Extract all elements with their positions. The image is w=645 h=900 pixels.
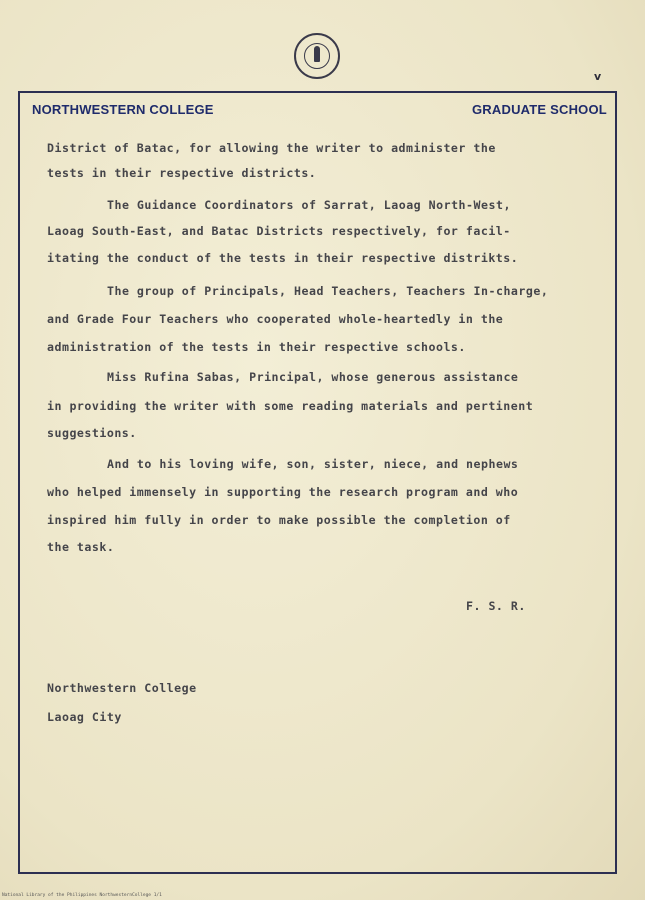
corner-mark: v — [594, 70, 602, 83]
body-line-2: tests in their respective districts. — [47, 166, 317, 180]
body-line-12: And to his loving wife, son, sister, niece, and nephews — [107, 457, 519, 471]
body-line-15: the task. — [47, 540, 115, 554]
closing-institution: Northwestern College — [47, 681, 197, 695]
body-line-7: and Grade Four Teachers who cooperated whole-heartedly in the — [47, 312, 504, 326]
signature-initials: F. S. R. — [466, 599, 526, 613]
body-line-8: administration of the tests in their respective schools. — [47, 340, 466, 354]
archive-footer-note: National Library of the Philippines NorthwesternCollege 1/1 — [2, 893, 162, 898]
closing-city: Laoag City — [47, 710, 122, 724]
college-seal — [294, 33, 340, 79]
body-line-4: Laoag South-East, and Batac Districts respectively, for facil- — [47, 224, 511, 238]
seal-torch-icon — [314, 46, 320, 62]
header-institution: NORTHWESTERN COLLEGE — [32, 102, 214, 117]
body-line-3: The Guidance Coordinators of Sarrat, Laoag North-West, — [107, 198, 511, 212]
body-line-14: inspired him fully in order to make possible the completion of — [47, 513, 511, 527]
body-line-11: suggestions. — [47, 426, 137, 440]
body-line-9: Miss Rufina Sabas, Principal, whose generous assistance — [107, 370, 519, 384]
header-school: GRADUATE SCHOOL — [472, 102, 607, 117]
body-line-1: District of Batac, for allowing the writer to administer the — [47, 141, 496, 155]
body-line-10: in providing the writer with some reading materials and pertinent — [47, 399, 534, 413]
body-line-6: The group of Principals, Head Teachers, Teachers In-charge, — [107, 284, 549, 298]
body-line-5: itating the conduct of the tests in their respective distrikts. — [47, 251, 519, 265]
body-line-13: who helped immensely in supporting the research program and who — [47, 485, 519, 499]
